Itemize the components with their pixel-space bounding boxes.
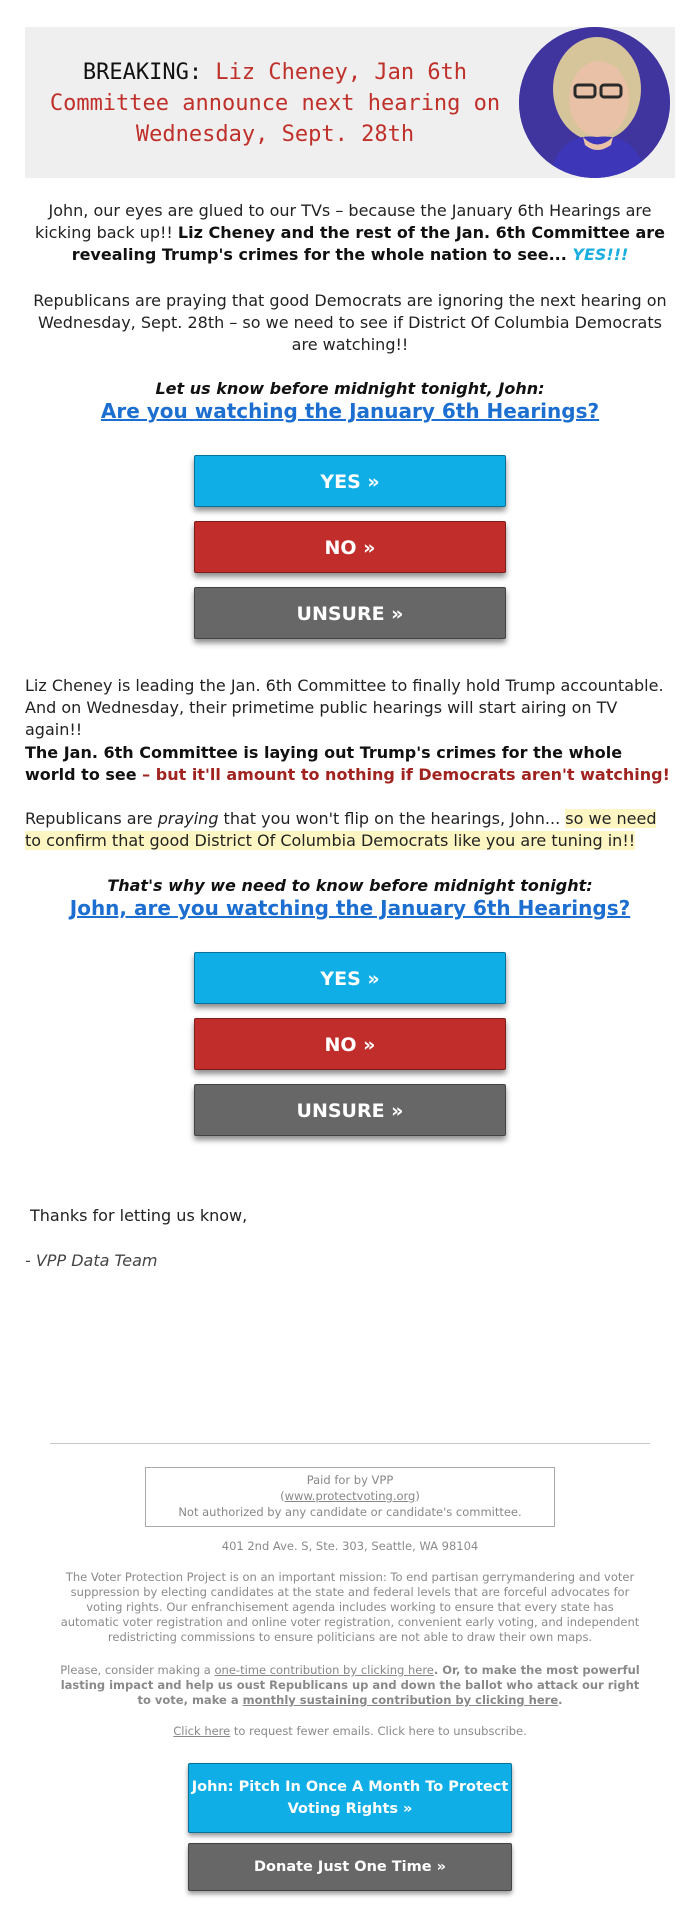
praying-mid: that you won't flip on the hearings, John... — [218, 809, 566, 828]
praying-start: Republicans are — [25, 809, 158, 828]
footer-mission: The Voter Protection Project is on an important mission: To end partisan gerrymandering and voter suppression by electing candidates at the state and federal levels that are forceful advocates for voting rights. Our enfranchisement agenda includes working to ensure that every state has automatic voter registration and online voter registration, convenient early voting, and independent redistricting commissions to ensure politicians are not able to draw their own maps. — [60, 1570, 640, 1644]
hero-headline — [25, 57, 525, 150]
praying-highlight: so we need to confirm that good District Of Columbia Democrats like you are tuning in!! — [25, 809, 657, 850]
hero-banner — [25, 27, 675, 178]
intro-yes: YES!!! — [566, 245, 629, 264]
footer-divider — [50, 1443, 650, 1444]
paid-for-box — [145, 1467, 555, 1527]
liz-cheney-photo — [519, 27, 670, 178]
leading-paragraph: Liz Cheney is leading the Jan. 6th Committee to finally hold Trump accountable. And on Wednesday, their primetime public hearings will start airing on TV again!! — [25, 676, 664, 739]
one-time-contribution-link[interactable]: one-time contribution by clicking here — [214, 1663, 434, 1677]
committee-bold: The Jan. 6th Committee is laying out Trump's crimes for the whole world to see — [25, 743, 623, 784]
praying-italic: praying — [157, 809, 219, 828]
fewer-emails-link[interactable]: Click here — [173, 1724, 231, 1738]
contrib-mid: . Or, to make the most powerful lasting impact and help us oust Republicans up and down the ballot who attack our right to vote, make a — [60, 1663, 640, 1707]
ask-prompt-2: That's why we need to know before midnight tonight: — [107, 876, 593, 895]
headline-text: Liz Cheney, Jan 6th Committee announce next hearing on Wednesday, Sept. 28th — [49, 60, 501, 147]
thanks-text: Thanks for letting us know, — [30, 1206, 248, 1225]
ask-block-1 — [25, 378, 675, 422]
one-time-donate-button[interactable]: Donate Just One Time » — [188, 1843, 512, 1891]
unsubscribe-text: to request fewer emails. Click here to unsubscribe. — [230, 1724, 527, 1738]
paid-url-link[interactable]: www.protectvoting.org — [284, 1489, 416, 1503]
ask-link-1[interactable]: Are you watching the January 6th Hearings? — [100, 399, 600, 423]
no-button-2[interactable]: NO » — [194, 1018, 506, 1070]
ask-prompt-1: Let us know before midnight tonight, John: — [155, 379, 545, 398]
intro-paragraph — [25, 200, 675, 266]
ask-link-2[interactable]: John, are you watching the January 6th Hearings? — [69, 896, 631, 920]
republicans-paragraph: Republicans are praying that good Democrats are ignoring the next hearing on Wednesday, Sept. 28th – so we need to see if District Of Columbia Democrats are watching!! — [33, 291, 667, 354]
yes-button-2[interactable]: YES » — [194, 952, 506, 1004]
footer-contribution — [60, 1663, 640, 1708]
signature: - VPP Data Team — [25, 1251, 158, 1270]
intro-bold: Liz Cheney and the rest of the Jan. 6th Committee are revealing Trump's crimes for the whole nation to see... — [71, 223, 666, 264]
unsure-button-2[interactable]: UNSURE » — [194, 1084, 506, 1136]
breaking-label: BREAKING: — [82, 60, 203, 85]
contrib-end: . — [558, 1693, 563, 1707]
paid-url-line: (www.protectvoting.org) — [280, 1489, 420, 1503]
committee-red: – but it'll amount to nothing if Democrats aren't watching! — [136, 765, 670, 784]
unsure-button[interactable]: UNSURE » — [194, 587, 506, 639]
no-button[interactable]: NO » — [194, 521, 506, 573]
footer-address: 401 2nd Ave. S, Ste. 303, Seattle, WA 98104 — [221, 1539, 479, 1553]
committee-paragraph — [25, 742, 675, 786]
contrib-start: Please, consider making a — [60, 1663, 215, 1677]
not-authorized: Not authorized by any candidate or candidate's committee. — [178, 1505, 522, 1519]
intro-text: John, our eyes are glued to our TVs – because the January 6th Hearings are kicking back up!! — [34, 201, 652, 242]
praying-paragraph — [25, 808, 675, 852]
yes-button[interactable]: YES » — [194, 455, 506, 507]
monthly-contribution-link[interactable]: monthly sustaining contribution by clicking here — [242, 1693, 559, 1707]
footer-unsubscribe — [60, 1724, 640, 1739]
monthly-donate-button[interactable]: John: Pitch In Once A Month To Protect Voting Rights » — [188, 1763, 512, 1833]
paid-line: Paid for by VPP — [306, 1473, 394, 1487]
ask-block-2 — [25, 875, 675, 919]
